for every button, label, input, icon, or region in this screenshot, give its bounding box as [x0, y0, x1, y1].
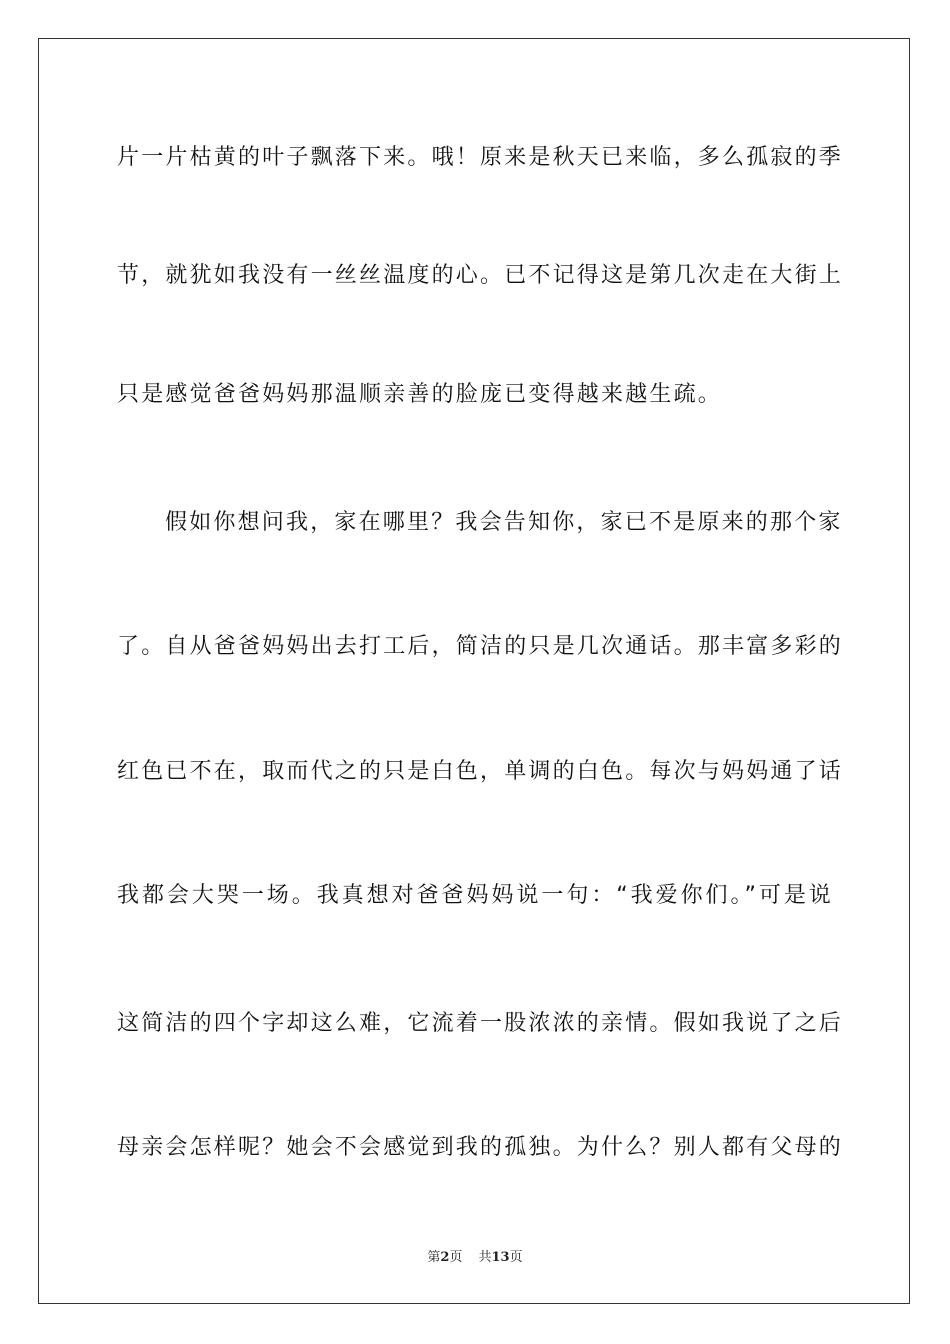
total-suffix: 页: [509, 1250, 523, 1265]
body-line-1: 片一片枯黄的叶子飘落下来。哦！原来是秋天已来临，多么孤寂的季: [117, 145, 844, 170]
total-prefix: 共: [478, 1250, 492, 1265]
body-line-3: 只是感觉爸爸妈妈那温顺亲善的脸庞已变得越来越生疏。: [117, 382, 723, 407]
body-line-8: 这简洁的四个字却这么难，它流着一股浓浓的亲情。假如我说了之后: [117, 1011, 844, 1036]
total-pages: 13: [491, 1250, 510, 1265]
body-line-4: 假如你想问我，家在哪里？我会告知你，家已不是原来的那个家: [165, 510, 843, 535]
page-suffix: 页: [449, 1250, 463, 1265]
page-footer: [0, 1246, 950, 1265]
body-line-9: 母亲会怎样呢？她会不会感觉到我的孤独。为什么？别人都有父母的: [117, 1135, 844, 1160]
page-border: [38, 38, 910, 1304]
body-line-6: 红色已不在，取而代之的只是白色，单调的白色。每次与妈妈通了话: [117, 759, 844, 784]
page-prefix: 第: [427, 1250, 441, 1265]
body-line-2: 节，就犹如我没有一丝丝温度的心。已不记得这是第几次走在大街上: [117, 263, 844, 288]
page-number: 2: [440, 1250, 450, 1265]
body-line-5: 了。自从爸爸妈妈出去打工后，简洁的只是几次通话。那丰富多彩的: [117, 634, 844, 659]
body-line-7: 我都会大哭一场。我真想对爸爸妈妈说一句：“我爱你们。”可是说: [117, 883, 833, 908]
